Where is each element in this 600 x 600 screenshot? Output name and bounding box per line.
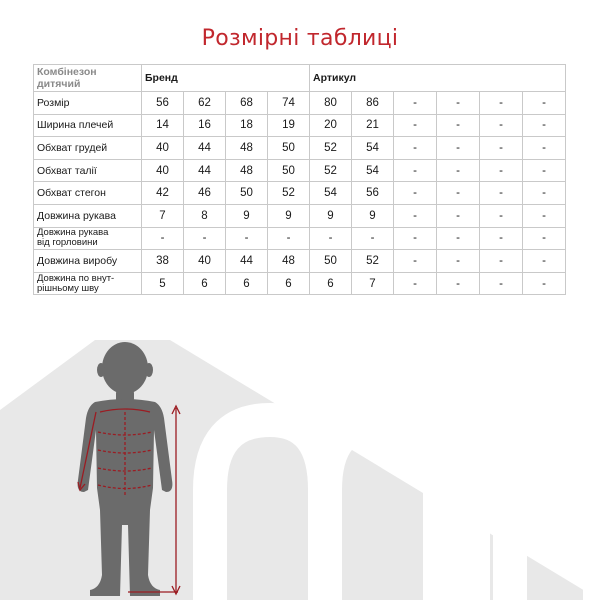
- value-cell: -: [437, 114, 480, 137]
- brand-header-cell: Бренд: [142, 65, 310, 92]
- value-cell: -: [394, 137, 437, 160]
- value-cell: -: [394, 250, 437, 273]
- value-cell: -: [394, 182, 437, 205]
- value-cell: 54: [310, 182, 352, 205]
- value-cell: -: [523, 92, 566, 115]
- value-cell: 56: [142, 92, 184, 115]
- value-cell: -: [394, 159, 437, 182]
- row-label: Ширина плечей: [34, 114, 142, 137]
- value-cell: -: [523, 227, 566, 250]
- value-cell: 16: [184, 114, 226, 137]
- value-cell: -: [523, 137, 566, 160]
- value-cell: -: [437, 250, 480, 273]
- table-header-row: [34, 65, 566, 92]
- value-cell: -: [437, 272, 480, 295]
- value-cell: 7: [142, 204, 184, 227]
- value-cell: 52: [310, 137, 352, 160]
- value-cell: 6: [184, 272, 226, 295]
- row-label: Розмір: [34, 92, 142, 115]
- value-cell: -: [394, 92, 437, 115]
- row-label-line: Довжина рукава: [37, 227, 109, 239]
- table-row: [34, 159, 566, 182]
- value-cell: -: [480, 114, 523, 137]
- value-cell: 50: [268, 159, 310, 182]
- value-cell: -: [437, 159, 480, 182]
- value-cell: -: [437, 182, 480, 205]
- row-label-line: рішньому шву: [37, 282, 99, 294]
- value-cell: 44: [184, 159, 226, 182]
- value-cell: 52: [268, 182, 310, 205]
- value-cell: -: [310, 227, 352, 250]
- value-cell: 14: [142, 114, 184, 137]
- value-cell: 50: [310, 250, 352, 273]
- value-cell: 74: [268, 92, 310, 115]
- table-row: [34, 137, 566, 160]
- value-cell: 52: [310, 159, 352, 182]
- value-cell: 48: [226, 137, 268, 160]
- row-label: Довжина виробу: [34, 250, 142, 273]
- value-cell: -: [394, 204, 437, 227]
- value-cell: 62: [184, 92, 226, 115]
- row-label-line: від горловини: [37, 237, 98, 249]
- value-cell: -: [437, 137, 480, 160]
- value-cell: -: [437, 204, 480, 227]
- value-cell: -: [480, 159, 523, 182]
- size-table: [33, 64, 566, 295]
- value-cell: 6: [310, 272, 352, 295]
- value-cell: 40: [184, 250, 226, 273]
- value-cell: -: [437, 227, 480, 250]
- value-cell: -: [480, 272, 523, 295]
- value-cell: 42: [142, 182, 184, 205]
- value-cell: 80: [310, 92, 352, 115]
- value-cell: 44: [184, 137, 226, 160]
- value-cell: -: [352, 227, 394, 250]
- value-cell: 7: [352, 272, 394, 295]
- value-cell: 21: [352, 114, 394, 137]
- value-cell: 8: [184, 204, 226, 227]
- product-name-cell: Комбінезон дитячий: [34, 65, 142, 92]
- table-row: [34, 92, 566, 115]
- value-cell: 50: [226, 182, 268, 205]
- value-cell: 18: [226, 114, 268, 137]
- table-row: [34, 204, 566, 227]
- row-label: [34, 272, 142, 295]
- value-cell: 48: [268, 250, 310, 273]
- table-row: [34, 114, 566, 137]
- value-cell: 9: [268, 204, 310, 227]
- value-cell: -: [523, 159, 566, 182]
- value-cell: -: [523, 114, 566, 137]
- value-cell: -: [480, 227, 523, 250]
- value-cell: 9: [310, 204, 352, 227]
- row-label: Обхват грудей: [34, 137, 142, 160]
- value-cell: 54: [352, 159, 394, 182]
- value-cell: 56: [352, 182, 394, 205]
- row-label: Обхват талії: [34, 159, 142, 182]
- value-cell: -: [480, 92, 523, 115]
- value-cell: 68: [226, 92, 268, 115]
- value-cell: 46: [184, 182, 226, 205]
- value-cell: 19: [268, 114, 310, 137]
- value-cell: -: [523, 182, 566, 205]
- value-cell: -: [480, 137, 523, 160]
- value-cell: 48: [226, 159, 268, 182]
- table-row: [34, 227, 566, 250]
- row-label: [34, 227, 142, 250]
- table-row: [34, 250, 566, 273]
- table-row: [34, 182, 566, 205]
- value-cell: -: [437, 92, 480, 115]
- page-title: Розмірні таблиці: [201, 26, 399, 51]
- value-cell: 86: [352, 92, 394, 115]
- value-cell: 54: [352, 137, 394, 160]
- value-cell: 44: [226, 250, 268, 273]
- value-cell: 50: [268, 137, 310, 160]
- value-cell: -: [480, 182, 523, 205]
- row-label: Обхват стегон: [34, 182, 142, 205]
- value-cell: -: [268, 227, 310, 250]
- value-cell: -: [523, 250, 566, 273]
- illustration: [0, 320, 600, 600]
- value-cell: -: [480, 250, 523, 273]
- value-cell: 52: [352, 250, 394, 273]
- table-row: [34, 272, 566, 295]
- value-cell: 6: [226, 272, 268, 295]
- article-header-cell: Артикул: [310, 65, 566, 92]
- value-cell: -: [394, 272, 437, 295]
- row-label: Довжина рукава: [34, 204, 142, 227]
- value-cell: 6: [268, 272, 310, 295]
- value-cell: -: [184, 227, 226, 250]
- value-cell: -: [394, 227, 437, 250]
- logo-dot-icon: [455, 397, 491, 433]
- value-cell: 38: [142, 250, 184, 273]
- value-cell: -: [523, 272, 566, 295]
- value-cell: 40: [142, 159, 184, 182]
- value-cell: -: [226, 227, 268, 250]
- value-cell: -: [142, 227, 184, 250]
- value-cell: 9: [352, 204, 394, 227]
- value-cell: -: [480, 204, 523, 227]
- value-cell: -: [523, 204, 566, 227]
- value-cell: 40: [142, 137, 184, 160]
- value-cell: -: [394, 114, 437, 137]
- row-label-line: Довжина по внут-: [37, 272, 115, 284]
- value-cell: 5: [142, 272, 184, 295]
- value-cell: 20: [310, 114, 352, 137]
- value-cell: 9: [226, 204, 268, 227]
